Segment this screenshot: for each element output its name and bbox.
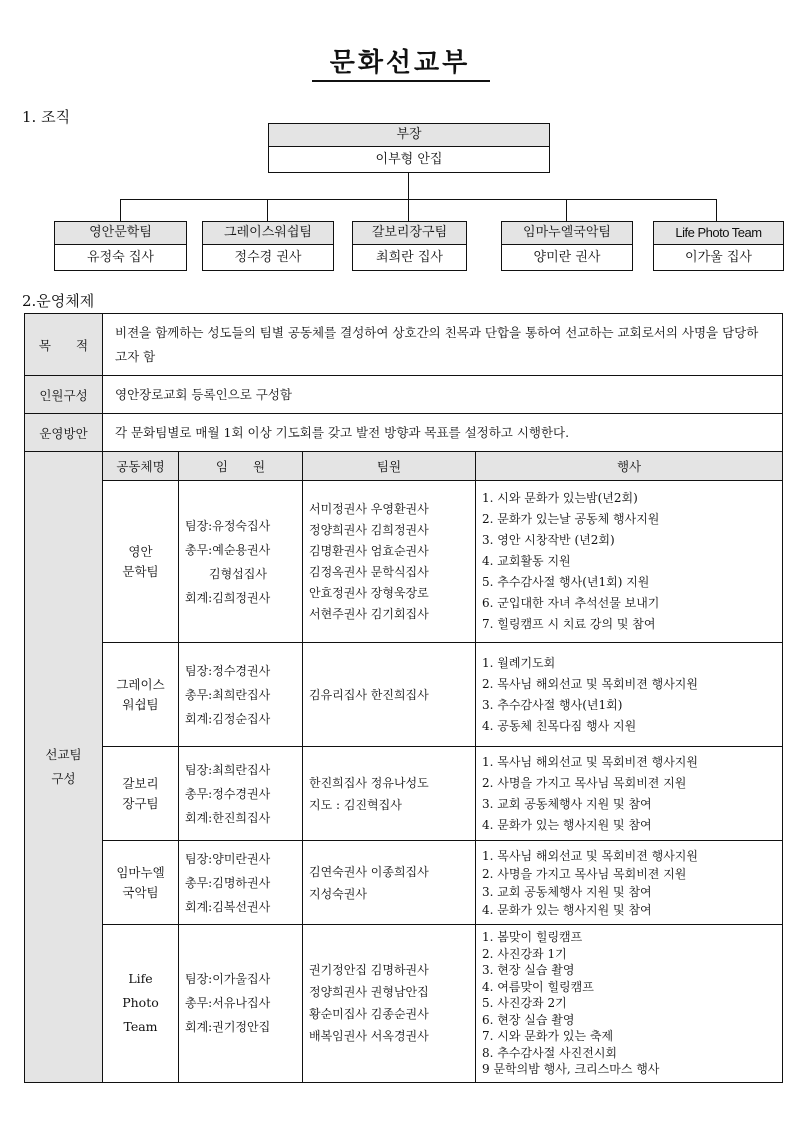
- member-line: 한진희집사 정유나성도: [309, 775, 429, 790]
- org-team-leader: 유정숙 집사: [87, 250, 154, 265]
- org-head-name: 이부형 안집: [375, 152, 443, 167]
- member-line: 김유리집사 한진희집사: [309, 687, 429, 702]
- table-row: [25, 747, 783, 841]
- event-line: 2. 사명을 가지고 목사님 목회비젼 지원: [482, 775, 687, 790]
- col-header-members: 팀원: [303, 452, 476, 481]
- event-line: 4. 여름맞이 힐링캠프: [482, 979, 594, 994]
- member-line: 김명환권사 엄효순권사: [309, 543, 429, 558]
- method-label: 운영방안: [25, 414, 103, 452]
- col-header-events: 행사: [476, 452, 783, 481]
- purpose-text: 비젼을 함께하는 성도들의 팀별 공동체를 결성하여 상호간의 친목과 단합을 통하여 선교하는 교회로서의 사명을 담당하고자 함: [103, 314, 783, 376]
- col-header-leaders: 임 원: [179, 452, 303, 481]
- team-members: [303, 481, 476, 643]
- event-line: 2. 사명을 가지고 목사님 목회비젼 지원: [482, 866, 687, 881]
- org-team-leader: 정수경 권사: [234, 250, 302, 265]
- org-connector-drop: [566, 199, 567, 221]
- method-text: 각 문화팀별로 매월 1회 이상 기도회를 갖고 발전 방향과 목표를 설정하고 시행한다.: [103, 414, 783, 452]
- org-connector-horizontal: [120, 199, 716, 200]
- org-connector-drop: [120, 199, 121, 221]
- org-head-box: [268, 123, 550, 173]
- member-line: 권기정안집 김명하권사: [309, 963, 429, 978]
- leader-line: 팀장:이가울집사: [185, 972, 271, 987]
- team-leaders: [179, 747, 303, 841]
- member-line: 김연숙권사 이종희집사: [309, 864, 429, 879]
- org-team-leader: 양미란 권사: [533, 250, 601, 265]
- members-label: 인원구성: [25, 376, 103, 414]
- teams-label: 선교팀 구성: [25, 452, 103, 1083]
- event-line: 8. 추수감사절 사진전시회: [482, 1045, 617, 1060]
- event-line: 4. 문화가 있는 행사지원 및 참여: [482, 902, 652, 917]
- team-events: [476, 643, 783, 747]
- table-row: [25, 481, 783, 643]
- operations-table: [24, 313, 783, 1083]
- member-line: 정양희권사 김희정권사: [309, 522, 429, 537]
- org-connector-drop: [267, 199, 268, 221]
- member-line: 지도 : 김진혁집사: [309, 797, 402, 812]
- event-line: 1. 월례기도회: [482, 655, 556, 670]
- leader-line: 회계:김희정권사: [185, 590, 271, 605]
- event-line: 4. 문화가 있는 행사지원 및 참여: [482, 817, 652, 832]
- leader-line: 회계:권기정안집: [185, 1020, 271, 1035]
- member-line: 안효정권사 장형욱장로: [309, 585, 429, 600]
- org-team-title: Life Photo Team: [654, 222, 783, 245]
- org-team-box: [352, 221, 467, 271]
- leader-line: 총무:정수경권사: [185, 786, 271, 801]
- org-team-title: 임마누엘국악팀: [502, 222, 632, 245]
- team-events: [476, 747, 783, 841]
- org-team-box: [653, 221, 784, 271]
- team-leaders: [179, 643, 303, 747]
- team-name: Life Photo Team: [103, 925, 179, 1083]
- table-row: [25, 841, 783, 925]
- team-events: [476, 481, 783, 643]
- member-line: 서미정권사 우영환권사: [309, 501, 429, 516]
- event-line: 6. 군입대한 자녀 추석선물 보내기: [482, 596, 660, 610]
- member-line: 서현주권사 김기회집사: [309, 606, 429, 621]
- leader-line: 총무:서유나집사: [185, 996, 271, 1011]
- team-leaders: [179, 481, 303, 643]
- team-name: 임마누엘 국악팀: [103, 841, 179, 925]
- org-connector-vertical: [408, 172, 409, 199]
- team-members: [303, 925, 476, 1083]
- team-events: [476, 925, 783, 1083]
- table-row: [25, 643, 783, 747]
- team-members: [303, 643, 476, 747]
- team-name: 그레이스 워쉽팀: [103, 643, 179, 747]
- member-line: 지성숙권사: [309, 886, 367, 901]
- org-team-box: [501, 221, 633, 271]
- team-events: [476, 841, 783, 925]
- team-members: [303, 747, 476, 841]
- org-team-leader: 이가울 집사: [685, 250, 752, 265]
- leader-line: 회계:김복선권사: [185, 899, 271, 914]
- event-line: 4. 공동체 친목다짐 행사 지원: [482, 718, 637, 733]
- leader-line: 회계:김정순집사: [185, 711, 271, 726]
- leader-line: 팀장:최희란집사: [185, 762, 271, 777]
- event-line: 6. 현장 실습 촬영: [482, 1012, 575, 1027]
- event-line: 7. 시와 문화가 있는 축제: [482, 1029, 614, 1043]
- org-team-title: 영안문학팀: [55, 222, 186, 245]
- team-name: 갈보리 장구팀: [103, 747, 179, 841]
- leader-line: 회계:한진희집사: [185, 810, 271, 825]
- event-line: 4. 교회활동 지원: [482, 554, 571, 568]
- team-name: 영안 문학팀: [103, 481, 179, 643]
- event-line: 3. 현장 실습 촬영: [482, 963, 575, 977]
- event-line: 5. 사진강좌 2기: [482, 996, 567, 1010]
- team-leaders: [179, 841, 303, 925]
- event-line: 5. 추수감사절 행사(년1회) 지원: [482, 575, 650, 589]
- members-text: 영안장로교회 등록인으로 구성함: [103, 376, 783, 414]
- event-line: 3. 교회 공동체행사 지원 및 참여: [482, 796, 652, 811]
- section-heading-org: 1. 조직: [22, 108, 71, 126]
- purpose-label: 목 적: [25, 314, 103, 376]
- event-line: 1. 목사님 해외선교 및 목회비젼 행사지원: [482, 754, 698, 769]
- title-underline: [312, 80, 490, 82]
- leader-line: 총무:김명하권사: [185, 875, 271, 890]
- leader-line: 김형섭집사: [185, 566, 267, 581]
- page-title: 문화선교부: [329, 48, 471, 78]
- member-line: 황순미집사 김종순권사: [309, 1007, 429, 1022]
- member-line: 김정옥권사 문학식집사: [309, 564, 429, 579]
- col-header-name: 공동체명: [103, 452, 179, 481]
- event-line: 1. 목사님 해외선교 및 목회비젼 행사지원: [482, 848, 698, 863]
- event-line: 9 문학의밤 행사, 크리스마스 행사: [482, 1062, 660, 1076]
- event-line: 2. 문화가 있는날 공동체 행사지원: [482, 512, 660, 526]
- org-team-title: 갈보리장구팀: [353, 222, 466, 245]
- event-line: 3. 추수감사절 행사(년1회): [482, 697, 623, 712]
- leader-line: 팀장:정수경권사: [185, 663, 271, 678]
- leader-line: 팀장:유정숙집사: [185, 518, 271, 533]
- event-line: 2. 사진강좌 1기: [482, 946, 567, 961]
- org-team-box: [54, 221, 187, 271]
- event-line: 3. 교회 공동체행사 지원 및 참여: [482, 884, 652, 899]
- org-connector-drop: [408, 199, 409, 221]
- leader-line: 총무:예순용권사: [185, 542, 271, 557]
- team-leaders: [179, 925, 303, 1083]
- member-line: 정양희권사 권형남안집: [309, 985, 429, 1000]
- event-line: 2. 목사님 해외선교 및 목회비젼 행사지원: [482, 676, 698, 691]
- event-line: 1. 봄맞이 힐링캠프: [482, 930, 583, 944]
- event-line: 7. 힐링캠프 시 치료 강의 및 참여: [482, 617, 656, 631]
- event-line: 1. 시와 문화가 있는밤(년2회): [482, 491, 638, 505]
- org-team-title: 그레이스워쉽팀: [203, 222, 333, 245]
- leader-line: 팀장:양미란권사: [185, 851, 271, 866]
- table-row: [25, 925, 783, 1083]
- event-line: 3. 영안 시창작반 (년2회): [482, 533, 615, 547]
- leader-line: 총무:최희란집사: [185, 687, 271, 702]
- section-heading-ops: 2.운영체제: [22, 292, 95, 310]
- member-line: 배복임권사 서옥경권사: [309, 1029, 429, 1044]
- team-members: [303, 841, 476, 925]
- org-connector-drop: [716, 199, 717, 221]
- org-team-box: [202, 221, 334, 271]
- org-team-leader: 최희란 집사: [376, 250, 443, 265]
- org-head-title: 부장: [269, 124, 549, 147]
